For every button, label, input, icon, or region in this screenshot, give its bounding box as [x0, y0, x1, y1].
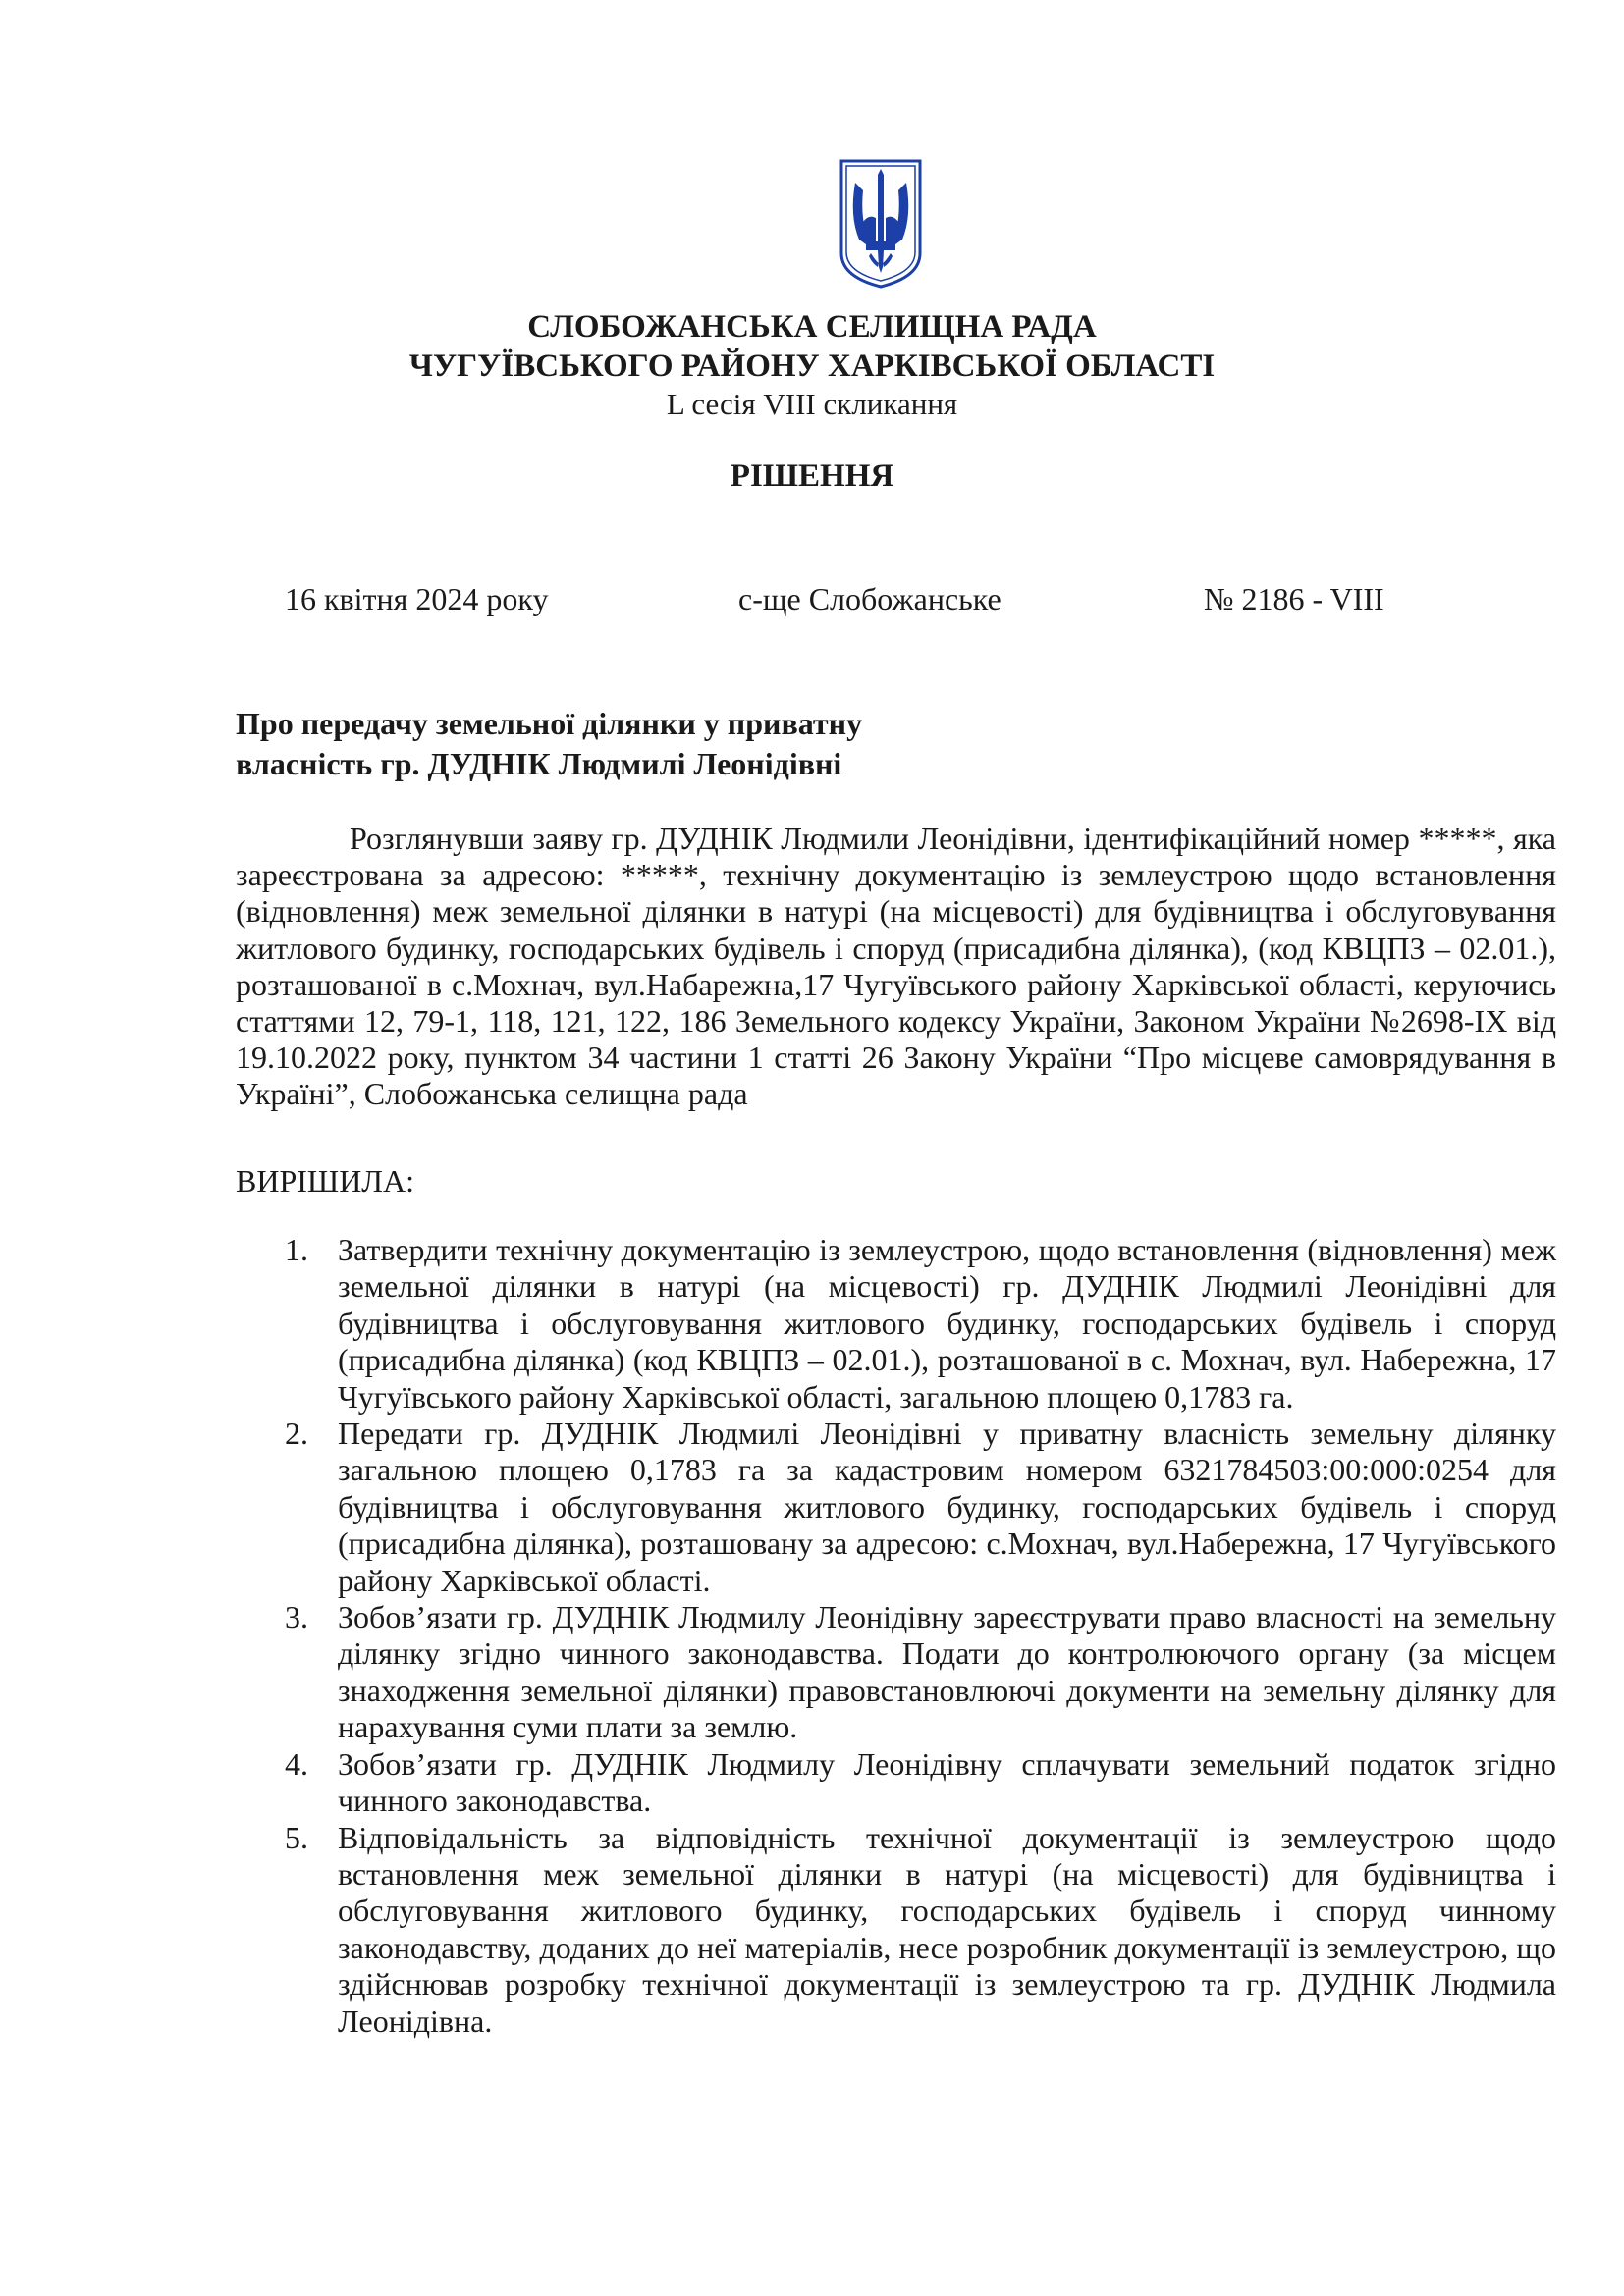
- decision-item-text: Зобов’язати гр. ДУДНІК Людмилу Леонідівну сплачувати земельний податок згідно чинного законодавства.: [338, 1745, 1556, 1819]
- decision-item: [236, 1232, 1556, 1415]
- coat-of-arms-emblem: [837, 157, 925, 291]
- decision-item-number: 2.: [285, 1415, 308, 1452]
- decision-item-text: Передати гр. ДУДНІК Людмилі Леонідівні у приватну власність земельну ділянку загальною площею 0,1783 га за кадастровим номером 6321784503:00:000:0254 для будівництва і обслуговування житлового будинку, господарських будівель і споруд (присадибна ділянка), розташовану за адресою: с.Мохнач, вул.Набережна, 17 Чугуївського району Харківської області.: [338, 1415, 1556, 1598]
- decision-item-number: 4.: [285, 1745, 308, 1782]
- trident-coat-of-arms-icon: [837, 157, 925, 291]
- council-name-line2: ЧУГУЇВСЬКОГО РАЙОНУ ХАРКІВСЬКОЇ ОБЛАСТІ: [408, 348, 1216, 384]
- decision-date: 16 квітня 2024 року: [285, 581, 549, 616]
- resolved-label: ВИРІШИЛА:: [236, 1163, 414, 1199]
- decision-subject-line2: власність гр. ДУДНІК Людмилі Леонідівні: [236, 746, 842, 781]
- decision-item: [236, 1746, 1556, 1820]
- council-name-line1: СЛОБОЖАНСЬКА СЕЛИЩНА РАДА: [527, 309, 1097, 345]
- decision-item: [236, 1599, 1556, 1746]
- decision-subject: [236, 704, 1119, 784]
- council-name: [0, 307, 1624, 386]
- decision-item: [236, 1820, 1556, 2040]
- decision-item-text: Затвердити технічну документацію із землеустрою, щодо встановлення (відновлення) меж земельної ділянки в натурі (на місцевості) гр. ДУДНІК Людмилі Леонідівні для будівництва і обслуговування житлового будинку, господарських будівель і споруд (присадибна ділянка) (код КВЦПЗ – 02.01.), розташованої в с. Мохнач, вул. Набережна, 17 Чугуївського району Харківської області, загальною площею 0,1783 га.: [338, 1232, 1556, 1415]
- decision-item: [236, 1415, 1556, 1599]
- decision-item-number: 3.: [285, 1599, 308, 1635]
- decision-item-text: Відповідальність за відповідність технічної документації із землеустрою щодо встановлення меж земельної ділянки в натурі (на місцевості) для будівництва і обслуговування житлового будинку, господарських будівель і споруд чинному законодавству, доданих до неї матеріалів, несе розробник документації із землеустрою, що здійснював розробку технічної документації із землеустрою та гр. ДУДНІК Людмила Леонідівна.: [338, 1819, 1556, 2039]
- decision-number: № 2186 - VIII: [1204, 581, 1384, 616]
- decision-place: с-ще Слобожанське: [738, 581, 1001, 616]
- session-line: L сесія VIII скликання: [666, 387, 958, 421]
- decision-item-number: 1.: [285, 1232, 308, 1267]
- decision-title: РІШЕННЯ: [730, 458, 894, 494]
- decision-item-number: 5.: [285, 1819, 308, 1855]
- decision-list: [236, 1232, 1556, 2040]
- preamble-paragraph: Розглянувши заяву гр. ДУДНІК Людмили Леонідівни, ідентифікаційний номер *****, яка зареєстрована за адресою: *****, технічну документацію із землеустрою щодо встановлення (відновлення) меж земельної ділянки в натурі (на місцевості) для будівництва і обслуговування житлового будинку, господарських будівель і споруд (присадибна ділянка), (код КВЦПЗ – 02.01.), розташованої в с.Мохнач, вул.Набарежна,17 Чугуївського району Харківської області, керуючись статтями 12, 79-1, 118, 121, 122, 186 Земельного кодексу України, Законом України №2698-IX від 19.10.2022 року, пунктом 34 частини 1 статті 26 Закону України “Про місцеве самоврядування в Україні”, Слобожанська селищна рада: [236, 821, 1556, 1112]
- decision-item-text: Зобов’язати гр. ДУДНІК Людмилу Леонідівну зареєструвати право власності на земельну ділянку згідно чинного законодавства. Подати до контролюючого органу (за місцем знаходження земельної ділянки) правовстановлюючі документи на земельну ділянку для нарахування суми плати за землю.: [338, 1599, 1556, 1745]
- decision-subject-line1: Про передачу земельної ділянки у приватну: [236, 706, 863, 741]
